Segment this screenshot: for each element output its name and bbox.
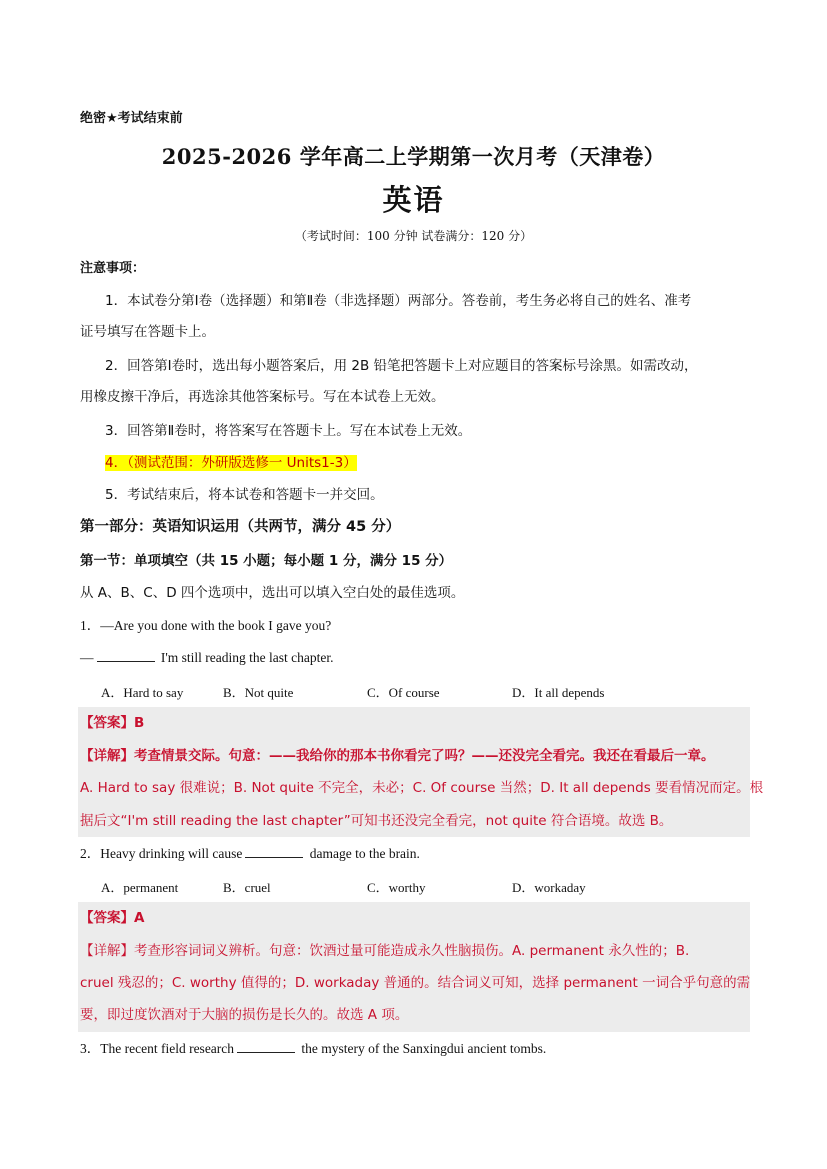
q1-dash: —	[80, 650, 94, 665]
section1-heading: 第一节：单项填空（共 15 小题；每小题 1 分，满分 15 分）	[80, 553, 453, 569]
q2-option-a: A．permanent	[101, 880, 179, 895]
q3-stem	[80, 1039, 748, 1059]
q1-explanation-line3: 据后文“I'm still reading the last chapter”可知书还没完全看完，not quite 符合语境。故选 B。	[80, 813, 673, 829]
note-item-2-line2: 用橡皮擦干净后，再选涂其他答案标号。写在本试卷上无效。	[80, 389, 445, 405]
subject-title: 英语	[382, 183, 445, 217]
note-item-4-highlight: 4．（测试范围：外研版选修一 Units1-3）	[105, 455, 357, 471]
q1-option-c: C．Of course	[367, 685, 440, 700]
q1-stem-line2-text: I'm still reading the last chapter.	[160, 650, 334, 665]
q2-stem-post: damage to the brain.	[309, 846, 420, 861]
q2-explanation-line2: cruel 残忍的；C. worthy 值得的；D. workaday 普通的。结合词义可知，选择 permanent 一词合乎句意的需	[80, 975, 751, 991]
part1-heading: 第一部分：英语知识运用（共两节，满分 45 分）	[80, 519, 401, 535]
q2-explanation-line3: 要，即过度饮酒对于大脑的损伤是长久的。故选 A 项。	[80, 1007, 409, 1023]
q1-option-a: A．Hard to say	[101, 685, 184, 700]
note-item-1-line2: 证号填写在答题卡上。	[80, 324, 215, 340]
q1-stem-line2	[80, 648, 748, 668]
q3-stem-post: the mystery of the Sanxingdui ancient tombs.	[301, 1041, 547, 1056]
note-item-3: 3．回答第Ⅱ卷时，将答案写在答题卡上。写在本试卷上无效。	[105, 423, 472, 439]
q2-stem-pre: 2．Heavy drinking will cause	[80, 846, 243, 861]
note-item-2-line1: 2．回答第Ⅰ卷时，选出每小题答案后，用 2B 铅笔把答题卡上对应题目的答案标号涂黑。如需改动，	[105, 358, 698, 374]
q2-answer: 【答案】A	[80, 910, 145, 926]
exam-title: 2025-2026 学年高二上学期第一次月考（天津卷）	[161, 144, 666, 169]
q1-option-d: D．It all depends	[512, 685, 605, 700]
q2-option-d: D．workaday	[512, 880, 586, 895]
q3-blank	[237, 1040, 295, 1053]
q2-option-c: C．worthy	[367, 880, 426, 895]
q1-blank	[97, 649, 155, 662]
q2-blank	[245, 845, 303, 858]
q1-answer: 【答案】B	[80, 715, 145, 731]
q1-explanation-line1	[80, 746, 748, 766]
section-instruction: 从 A、B、C、D 四个选项中，选出可以填入空白处的最佳选项。	[80, 585, 465, 601]
q1-explanation-line2: A. Hard to say 很难说；B. Not quite 不完全，未必；C. Of course 当然；D. It all depends 要看情况而定。根	[80, 780, 764, 796]
q1-stem-line1: 1．—Are you done with the book I gave you?	[80, 618, 332, 633]
q2-option-b: B．cruel	[223, 880, 271, 895]
q1-option-b: B．Not quite	[223, 685, 294, 700]
note-item-1-line1: 1．本试卷分第Ⅰ卷（选择题）和第Ⅱ卷（非选择题）两部分。答卷前，考生务必将自己的姓名、准考	[105, 293, 692, 309]
q1-explanation-text1: 【详解】考查情景交际。句意：——我给你的那本书你看完了吗？——还没完全看完。我还在看最后一章。	[80, 748, 715, 764]
note-item-5: 5．考试结束后，将本试卷和答题卡一并交回。	[105, 487, 384, 503]
q3-stem-pre: 3．The recent field research	[80, 1041, 235, 1056]
q2-stem	[80, 844, 748, 864]
q2-explanation-line1: 【详解】考查形容词词义辨析。句意：饮酒过量可能造成永久性脑损伤。A. permanent 永久性的；B.	[80, 943, 690, 959]
exam-info: （考试时间：100 分钟 试卷满分：120 分）	[294, 229, 533, 243]
notes-heading: 注意事项：	[80, 261, 146, 276]
note-item-4	[105, 453, 357, 473]
confidential-label: 绝密★考试结束前	[80, 111, 183, 126]
